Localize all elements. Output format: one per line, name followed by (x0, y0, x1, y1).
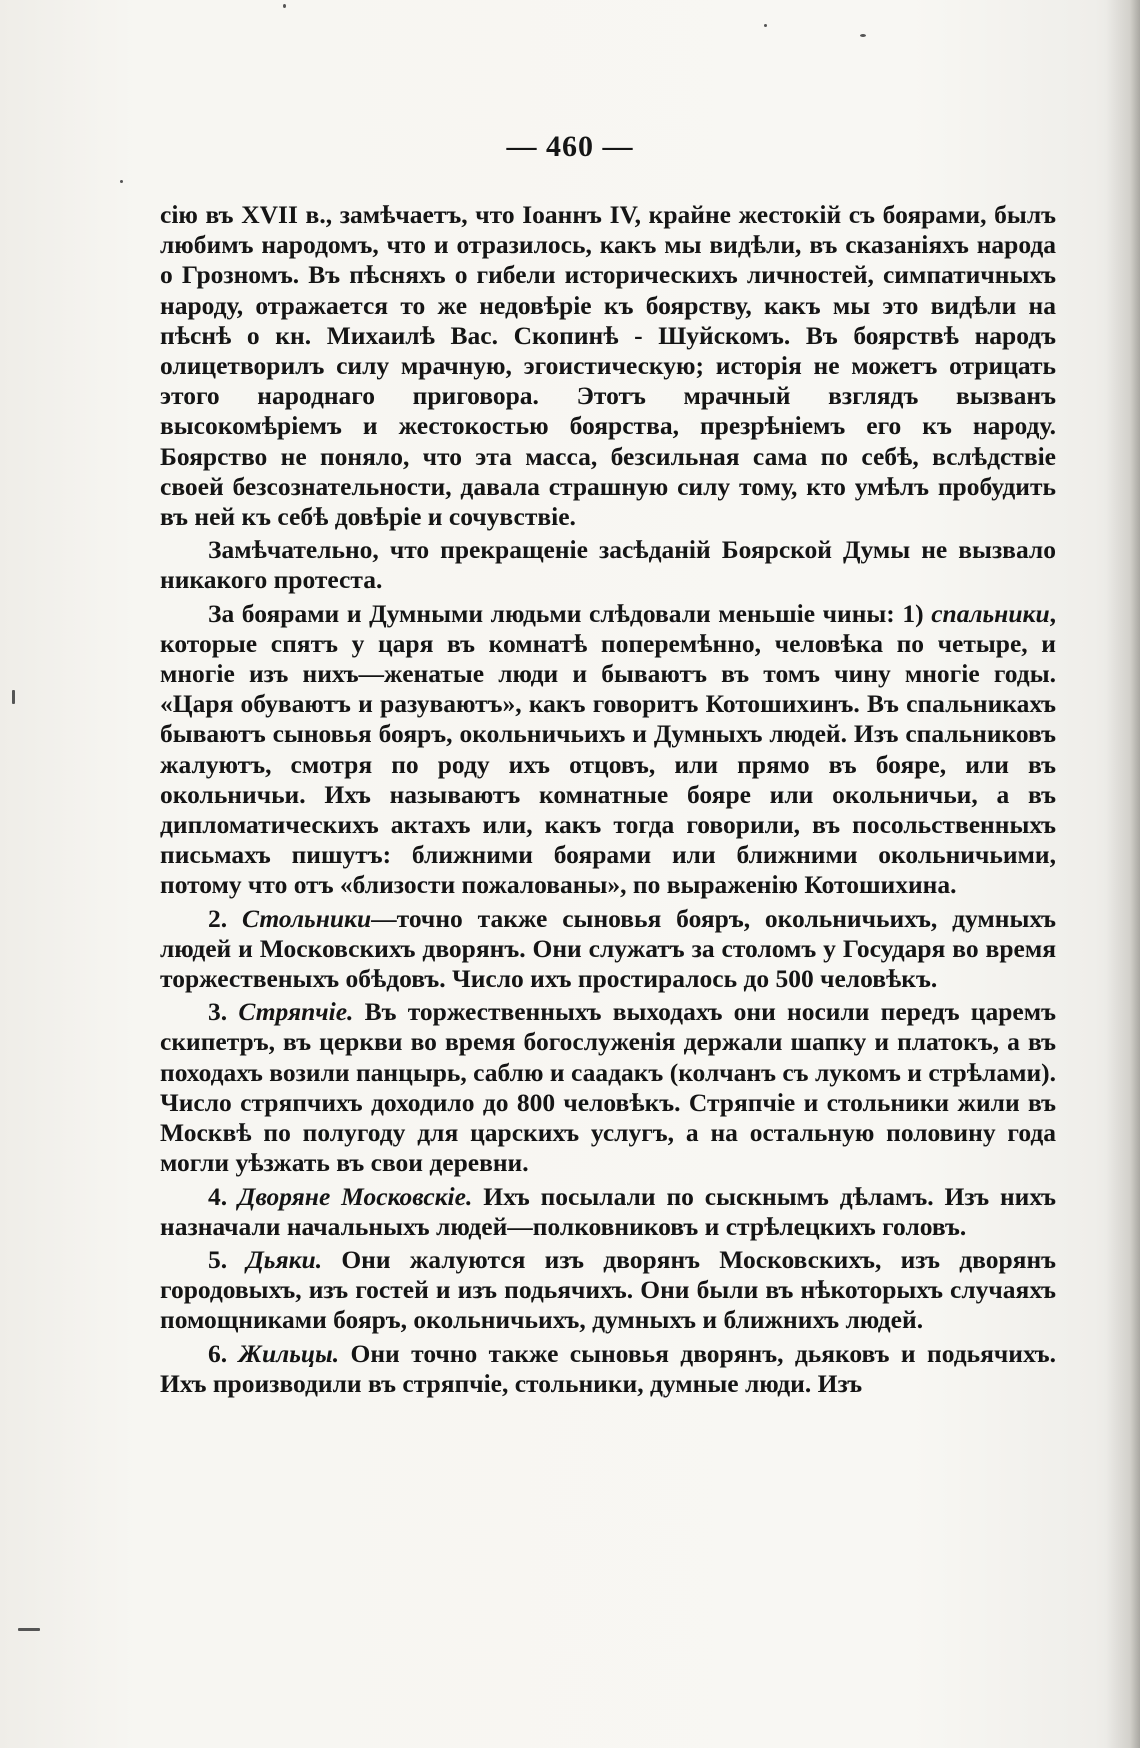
term-italic: Дьяки. (246, 1244, 323, 1274)
text-run: 2. (208, 903, 242, 933)
scan-speck (283, 4, 286, 8)
term-italic: Дворяне Московскіе. (238, 1181, 473, 1211)
paragraph (160, 535, 1056, 595)
scan-speck (860, 34, 866, 37)
term-italic: Стряпчіе. (238, 997, 354, 1027)
scan-speck (12, 690, 15, 704)
text-run: сію въ XVII в., замѣчаетъ, что Іоаннъ IV, крайне жестокій съ боярами, былъ любимъ народомъ, что и отразилось, какъ мы видѣли, въ сказаніяхъ народа о Грозномъ. Въ пѣсняхъ о гибели историческихъ личностей, симпатичныхъ народу, отражается то же недовѣріе къ боярству, какъ мы это видѣли на пѣснѣ о кн. Михаилѣ Вас. Скопинѣ - Шуйскомъ. Въ боярствѣ народъ олицетворилъ силу мрачную, эгоистическую; исторія не можетъ отрицать этого народнаго приговора. Этотъ мрачный взглядъ вызванъ высокомѣріемъ и жестокостью боярства, презрѣніемъ его къ народу. Боярство не поняло, что эта масса, безсильная сама по себѣ, вслѣдствіе своей безсознательности, давала страшную силу тому, кто умѣлъ пробудить въ ней къ себѣ довѣріе и сочувствіе. (160, 200, 1056, 532)
term-italic: спальники (931, 598, 1050, 628)
text-run: 5. (208, 1244, 247, 1274)
text-run: Ихъ посылали по сыскнымъ дѣламъ. Изъ нихъ назначали начальныхъ людей—полковниковъ и стрѣлецкихъ головъ. (160, 1181, 1056, 1241)
scan-speck (18, 1628, 40, 1631)
term-italic: Жильцы. (238, 1338, 340, 1368)
paragraph (160, 997, 1056, 1178)
paragraph (160, 904, 1056, 995)
paragraph (160, 599, 1056, 901)
paragraph (160, 1182, 1056, 1242)
text-run: 4. (208, 1181, 239, 1211)
term-italic: Стольники (241, 903, 372, 933)
text-run: , которые спятъ у царя въ комнатѣ поперемѣнно, человѣка по четыре, и многіе изъ нихъ—женатые люди и бываютъ въ томъ чину многіе годы. «Царя обуваютъ и разуваютъ», какъ говоритъ Котошихинъ. Въ спальникахъ бываютъ сыновья бояръ, окольничьихъ и Думныхъ людей. Изъ спальниковъ жалуютъ, смотря по роду ихъ отцовъ, или прямо въ бояре, или въ окольничьи. Ихъ называютъ комнатные бояре или окольничьи, а въ дипломатическихъ актахъ или, какъ тогда говорили, въ посольственныхъ письмахъ пишутъ: ближними боярами или ближними окольничьими, потому что отъ «близости пожалованы», по выраженію Котошихина. (160, 598, 1056, 900)
text-run: 3. (208, 997, 239, 1027)
page-number: — 460 — (506, 130, 634, 163)
scan-speck (120, 180, 123, 183)
text-run: Они точно также сыновья дворянъ, дьяковъ и подьячихъ. Ихъ производили въ стряпчіе, стольники, думные люди. Изъ (160, 1338, 1056, 1398)
text-run: Замѣчательно, что прекращеніе засѣданій Боярской Думы не вызвало никакого протеста. (160, 535, 1056, 595)
body-text (160, 200, 1056, 1399)
paragraph (160, 1245, 1056, 1336)
text-run: Они жалуются изъ дворянъ Московскихъ, изъ дворянъ городовыхъ, изъ гостей и изъ подьячихъ. Они были въ нѣкоторыхъ случаяхъ помощниками бояръ, окольничьихъ, думныхъ и ближнихъ людей. (160, 1244, 1056, 1335)
paragraph (160, 1339, 1056, 1399)
text-run: За боярами и Думными людьми слѣдовали меньшіе чины: 1) (208, 598, 932, 628)
page-edge-shadow (1106, 0, 1140, 1748)
text-run: Въ торжественныхъ выходахъ они носили передъ царемъ скипетръ, въ церкви во время богослуженія держали шапку и платокъ, а въ походахъ возили панцырь, саблю и саадакъ (колчанъ съ лукомъ и стрѣлами). Число стряпчихъ доходило до 800 человѣкъ. Стряпчіе и стольники жили въ Москвѣ по полугоду для царскихъ услугъ, а на остальную половину года могли уѣзжать въ свои деревни. (160, 997, 1056, 1178)
text-run: 6. (208, 1338, 239, 1368)
scan-speck (764, 24, 767, 27)
paragraph (160, 200, 1056, 532)
text-run: —точно также сыновья бояръ, окольничьихъ, думныхъ людей и Московскихъ дворянъ. Они служатъ за столомъ у Государя во время торжественыхъ обѣдовъ. Число ихъ простиралось до 500 человѣкъ. (160, 903, 1056, 994)
